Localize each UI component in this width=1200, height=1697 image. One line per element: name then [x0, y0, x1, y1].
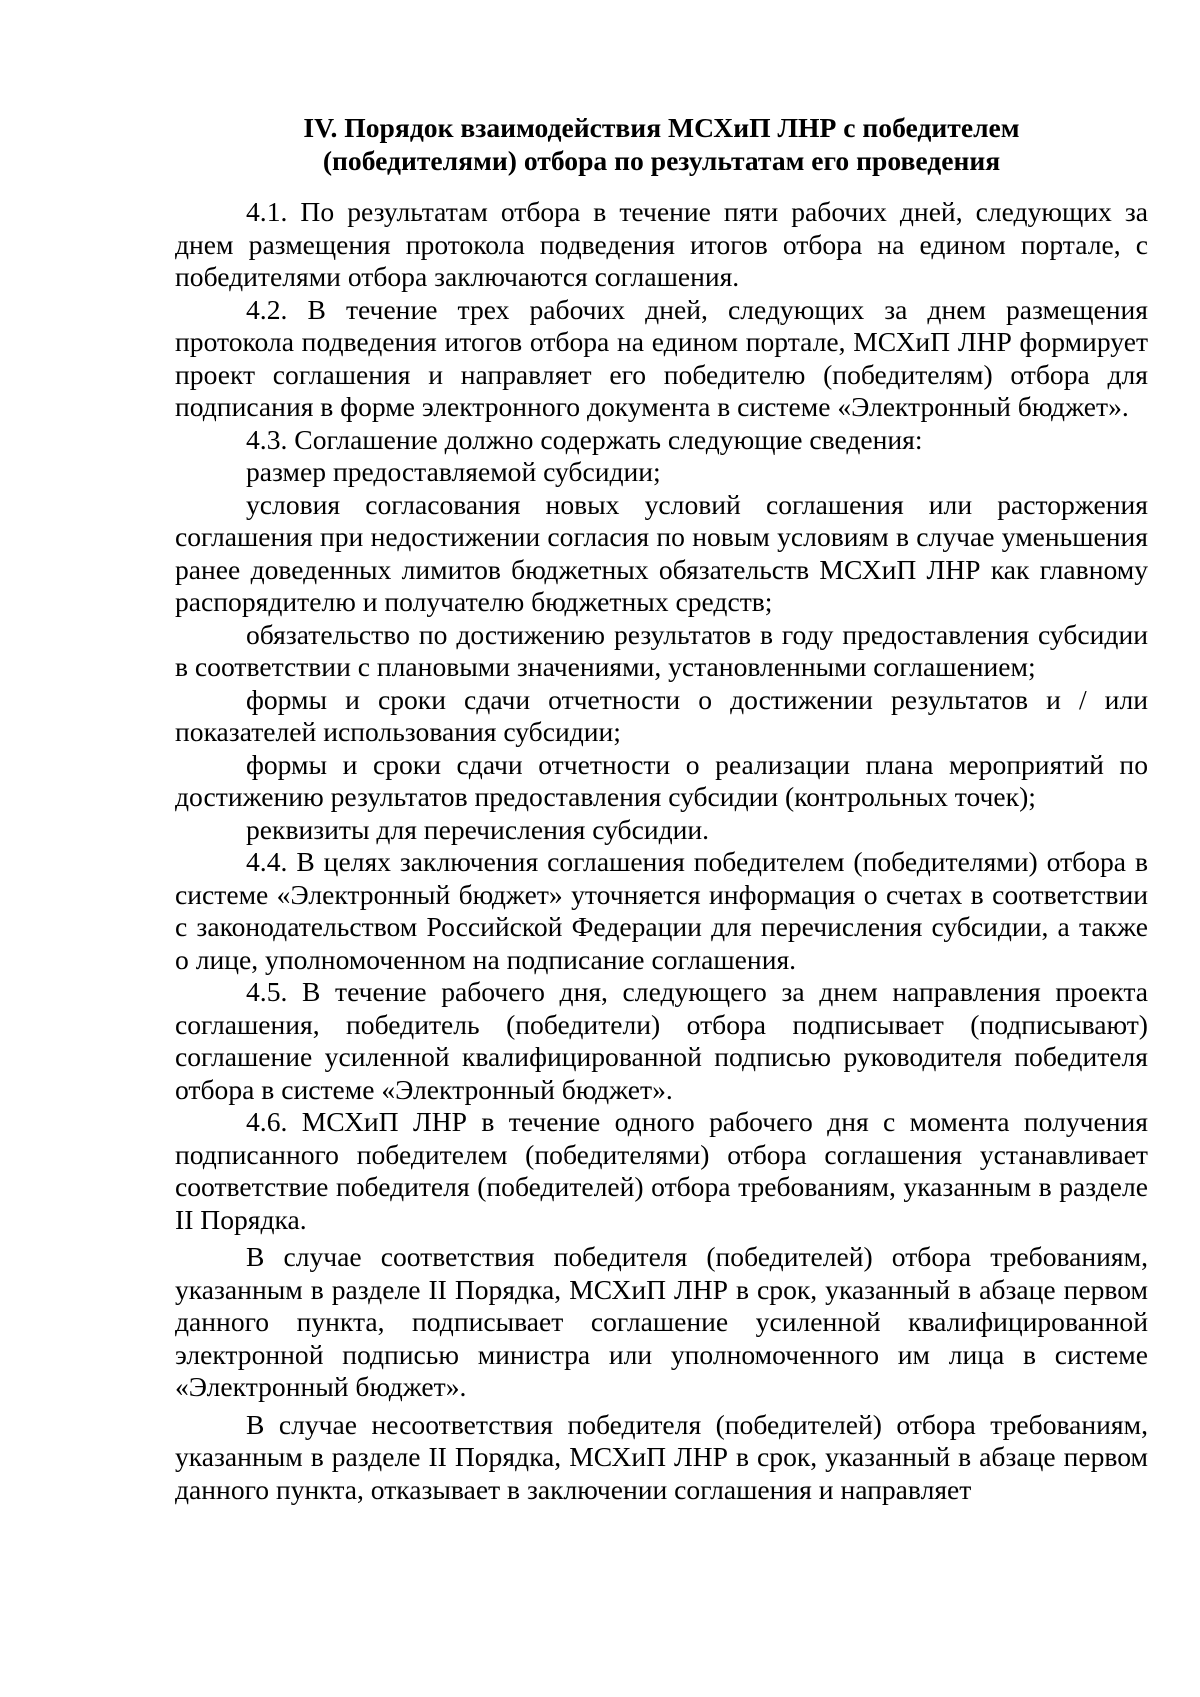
- paragraph-4-6: 4.6. МСХиП ЛНР в течение одного рабочего дня с момента получения подписанного победителем (победителями) отбора соглашения устанавливает соответствие победителя (победителей) отбора требованиям, указанным в разделе II Порядка.: [175, 1106, 1148, 1235]
- section-heading-line-2: (победителями) отбора по результатам его проведения: [322, 144, 1001, 176]
- document-body: [175, 112, 1148, 1506]
- paragraph-4-3: 4.3. Соглашение должно содержать следующие сведения:: [246, 423, 923, 455]
- paragraph-4-3-item-agreement-conditions: условия согласования новых условий соглашения или расторжения соглашения при недостижении согласия по новым условиям в случае уменьшения ранее доведенных лимитов бюджетных обязательств МСХиП ЛНР как главному распорядителю и получателю бюджетных средств;: [175, 488, 1148, 617]
- section-heading: [175, 112, 1148, 177]
- paragraph-4-5: 4.5. В течение рабочего дня, следующего за днем направления проекта соглашения, победитель (победители) отбора подписывает (подписывают) соглашение усиленной квалифицированной подписью руководителя победителя отбора в системе «Электронный бюджет».: [175, 976, 1148, 1105]
- paragraph-4-6-non-compliance: В случае несоответствия победителя (победителей) отбора требованиям, указанным в разделе II Порядка, МСХиП ЛНР в срок, указанный в абзаце первом данного пункта, отказывает в заключении соглашения и направляет: [175, 1408, 1148, 1505]
- paragraph-4-6-compliance: В случае соответствия победителя (победителей) отбора требованиям, указанным в разделе II Порядка, МСХиП ЛНР в срок, указанный в абзаце первом данного пункта, подписывает соглашение усиленной квалифицированной электронной подписью министра или уполномоченного им лица в системе «Электронный бюджет».: [175, 1241, 1148, 1402]
- paragraph-4-3-item-reporting-results: формы и сроки сдачи отчетности о достижении результатов и / или показателей использования субсидии;: [175, 683, 1148, 747]
- paragraph-4-3-item-subsidy-size: размер предоставляемой субсидии;: [246, 456, 661, 487]
- paragraph-4-4: 4.4. В целях заключения соглашения победителем (победителями) отбора в системе «Электронный бюджет» уточняется информация о счетах в соответствии с законодательством Российской Федерации для перечисления субсидии, а также о лице, уполномоченном на подписание соглашения.: [175, 846, 1148, 975]
- paragraph-4-3-item-reporting-plan: формы и сроки сдачи отчетности о реализации плана мероприятий по достижению результатов предоставления субсидии (контрольных точек);: [175, 748, 1148, 812]
- paragraph-4-1: 4.1. По результатам отбора в течение пяти рабочих дней, следующих за днем размещения протокола подведения итогов отбора на едином портале, с победителями отбора заключаются соглашения.: [175, 196, 1148, 292]
- paragraph-4-3-item-results-obligation: обязательство по достижению результатов в году предоставления субсидии в соответствии с плановыми значениями, установленными соглашением;: [175, 618, 1148, 682]
- paragraph-4-3-item-bank-details: реквизиты для перечисления субсидии.: [246, 813, 710, 845]
- section-heading-line-1: IV. Порядок взаимодействия МСХиП ЛНР с победителем: [303, 112, 1020, 143]
- paragraph-4-2: 4.2. В течение трех рабочих дней, следующих за днем размещения протокола подведения итогов отбора на едином портале, МСХиП ЛНР формирует проект соглашения и направляет его победителю (победителям) отбора для подписания в форме электронного документа в системе «Электронный бюджет».: [175, 293, 1148, 422]
